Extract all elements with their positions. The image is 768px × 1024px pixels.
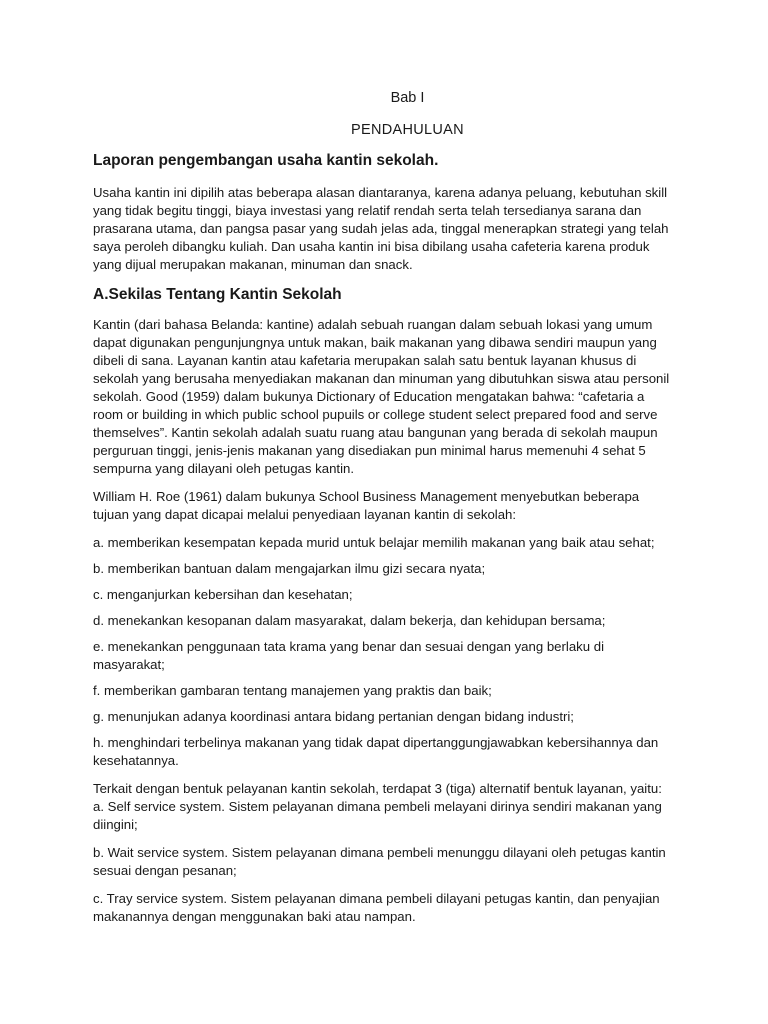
list-item-c: c. menganjurkan kebersihan dan kesehatan; xyxy=(93,587,353,602)
list-item-h: h. menghindari terbelinya makanan yang tidak dapat dipertanggungjawabkan kebersihannya dan kesehatannya. xyxy=(93,735,659,768)
section-heading: A.Sekilas Tentang Kantin Sekolah xyxy=(93,286,342,303)
paragraph-kantin-definition: Kantin (dari bahasa Belanda: kantine) adalah sebuah ruangan dalam sebuah lokasi yang umum dapat digunakan pengunjungnya untuk makan, baik makanan yang dibawa sendiri maupun yang dibeli di sana. Layanan kantin atau kafetaria merupakan salah satu bentuk layanan khusus di sekolah yang berusaha menyediakan makanan dan minuman yang dibutuhkan siswa atau personil sekolah. Good (1959) dalam bukunya Dictionary of Education mengatakan bahwa: “cafetaria a room or building in which public school pupuils or college student select prepared food and serve themselves”. Kantin sekolah adalah suatu ruang atau bangunan yang berada di sekolah maupun perguruan tinggi, jenis-jenis makanan yang disediakan pun minimal harus memenuhi 4 sehat 5 sempurna yang dilayani oleh petugas kantin. xyxy=(93,317,670,476)
list-item-e: e. menekankan penggunaan tata krama yang benar dan sesuai dengan yang berlaku di masyarakat; xyxy=(93,639,605,672)
document-title: Laporan pengembangan usaha kantin sekolah. xyxy=(93,152,439,169)
paragraph-wait-service: b. Wait service system. Sistem pelayanan dimana pembeli menunggu dilayani oleh petugas kantin sesuai dengan pesanan; xyxy=(93,845,666,878)
paragraph-tray-service: c. Tray service system. Sistem pelayanan dimana pembeli dilayani petugas kantin, dan penyajian makanannya dengan menggunakan baki atau nampan. xyxy=(93,891,660,924)
chapter-number: Bab I xyxy=(390,90,425,106)
intro-paragraph: Usaha kantin ini dipilih atas beberapa alasan diantaranya, karena adanya peluang, kebutuhan skill yang tidak begitu tinggi, biaya investasi yang relatif rendah serta telah tersedianya sarana dan prasarana utama, dan pangsa pasar yang sudah jelas ada, tinggal menerapkan strategi yang telah saya peroleh dibangku kuliah. Dan usaha kantin ini bisa dibilang usaha cafeteria karena produk yang dijual merupakan makanan, minuman dan snack. xyxy=(93,185,669,272)
list-item-a: a. memberikan kesempatan kepada murid untuk belajar memilih makanan yang baik atau sehat; xyxy=(93,535,655,550)
list-item-b: b. memberikan bantuan dalam mengajarkan ilmu gizi secara nyata; xyxy=(93,561,486,576)
list-item-d: d. menekankan kesopanan dalam masyarakat, dalam bekerja, dan kehidupan bersama; xyxy=(93,613,606,628)
paragraph-service-types: Terkait dengan bentuk pelayanan kantin sekolah, terdapat 3 (tiga) alternatif bentuk layanan, yaitu: a. Self service system. Sistem pelayanan dimana pembeli melayani dirinya sendiri makanan yang diingini; xyxy=(93,781,662,832)
list-item-g: g. menunjukan adanya koordinasi antara bidang pertanian dengan bidang industri; xyxy=(93,709,574,724)
paragraph-roe-intro: William H. Roe (1961) dalam bukunya School Business Management menyebutkan beberapa tujuan yang dapat dicapai melalui penyediaan layanan kantin di sekolah: xyxy=(93,489,640,522)
list-item-f: f. memberikan gambaran tentang manajemen yang praktis dan baik; xyxy=(93,683,492,698)
chapter-title: PENDAHULUAN xyxy=(351,122,464,138)
